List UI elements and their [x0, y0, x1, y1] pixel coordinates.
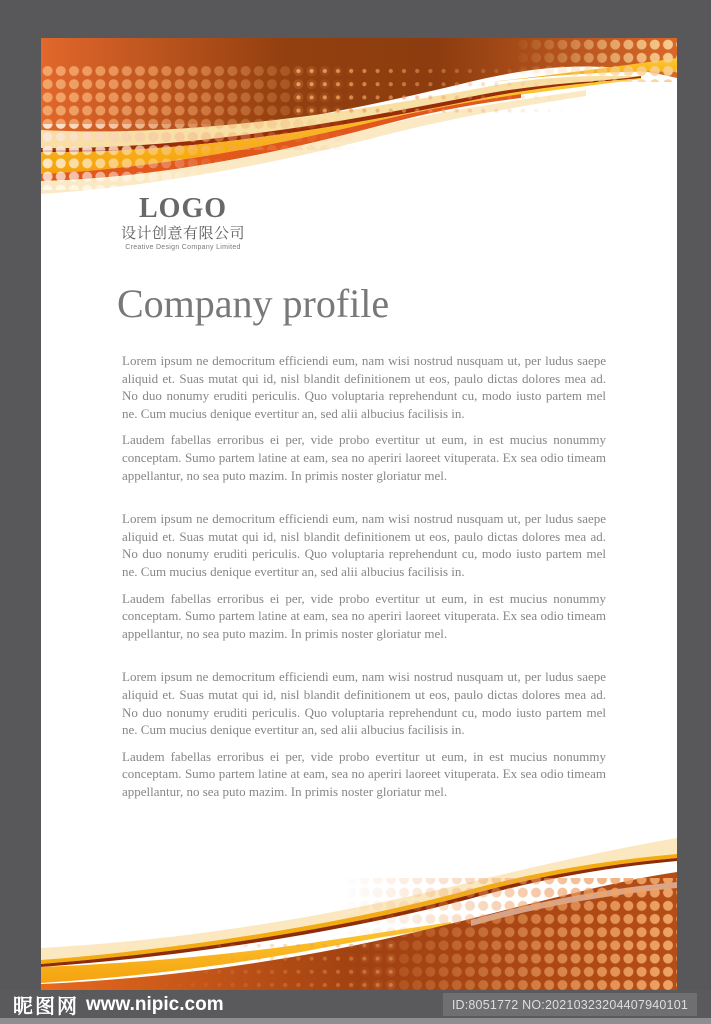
footer-halftone-dots-small: [141, 944, 401, 990]
page-title: Company profile: [117, 281, 390, 326]
paragraph: Lorem ipsum ne democritum efficiendi eum, nam wisi nostrud nusquam ut, per ludus saepe aliquid et. Suas mutat qui id, nisl blandit definitionem ut eos, paulo dictas dolores mea ad. No duo nonumy eruditi periculis. Quo voluptaria reprehendunt cu, modo iusto partem mel ne. Cum mucius denique evertitur an, sed alii albucius facilisis in.: [122, 353, 606, 421]
watermark-bottom-strip: [0, 1018, 711, 1024]
watermark-site: [13, 991, 224, 1018]
copy-block-3: [122, 668, 606, 800]
paragraph: Laudem fabellas erroribus ei per, vide probo evertitur ut eum, in est mucius nonummy conceptam. Sumo partem latine at eam, sea no aperiri laoreet vituperata. Ex sea odio timeam appellantur, no sea puto mazim. In primis noster gloriatur mel.: [122, 590, 606, 641]
watermark-bar: [0, 990, 711, 1024]
company-logo: [119, 194, 247, 252]
copy-block-2: [122, 510, 606, 642]
paragraph: Laudem fabellas erroribus ei per, vide probo evertitur ut eum, in est mucius nonummy conceptam. Sumo partem latine at eam, sea no aperiri laoreet vituperata. Ex sea odio timeam appellantur, no sea puto mazim. In primis noster gloriatur mel.: [122, 748, 606, 799]
copy-block-1: [122, 352, 606, 484]
footer-wave-artwork: [41, 820, 677, 990]
watermark-site-url: www.nipic.com: [86, 993, 224, 1015]
body-copy: [122, 352, 606, 826]
watermark-id-badge: ID:8051772 NO:20210323204407940101: [443, 993, 697, 1016]
logo-company-name-cn: 设计创意有限公司: [120, 225, 245, 242]
paragraph: Laudem fabellas erroribus ei per, vide probo evertitur ut eum, in est mucius nonummy conceptam. Sumo partem latine at eam, sea no aperiri laoreet vituperata. Ex sea odio timeam appellantur, no sea puto mazim. In primis noster gloriatur mel.: [122, 432, 606, 483]
letterhead-page: [41, 38, 677, 990]
paragraph: Lorem ipsum ne democritum efficiendi eum, nam wisi nostrud nusquam ut, per ludus saepe aliquid et. Suas mutat qui id, nisl blandit definitionem ut eos, paulo dictas dolores mea ad. No duo nonumy eruditi periculis. Quo voluptaria reprehendunt cu, modo iusto partem mel ne. Cum mucius denique evertitur an, sed alii albucius facilisis in.: [122, 669, 606, 738]
logo-company-name-en: Creative Design Company Limited: [125, 244, 241, 251]
watermark-site-logo: 昵图网: [13, 996, 79, 1018]
header-halftone-dots-white: [41, 124, 231, 190]
logo-text: LOGO: [138, 193, 227, 224]
header-halftone-dots-right: [511, 38, 677, 82]
paragraph: Lorem ipsum ne democritum efficiendi eum, nam wisi nostrud nusquam ut, per ludus saepe aliquid et. Suas mutat qui id, nisl blandit definitionem ut eos, paulo dictas dolores mea ad. No duo nonumy eruditi periculis. Quo voluptaria reprehendunt cu, modo iusto partem mel ne. Cum mucius denique evertitur an, sed alii albucius facilisis in.: [122, 511, 606, 579]
